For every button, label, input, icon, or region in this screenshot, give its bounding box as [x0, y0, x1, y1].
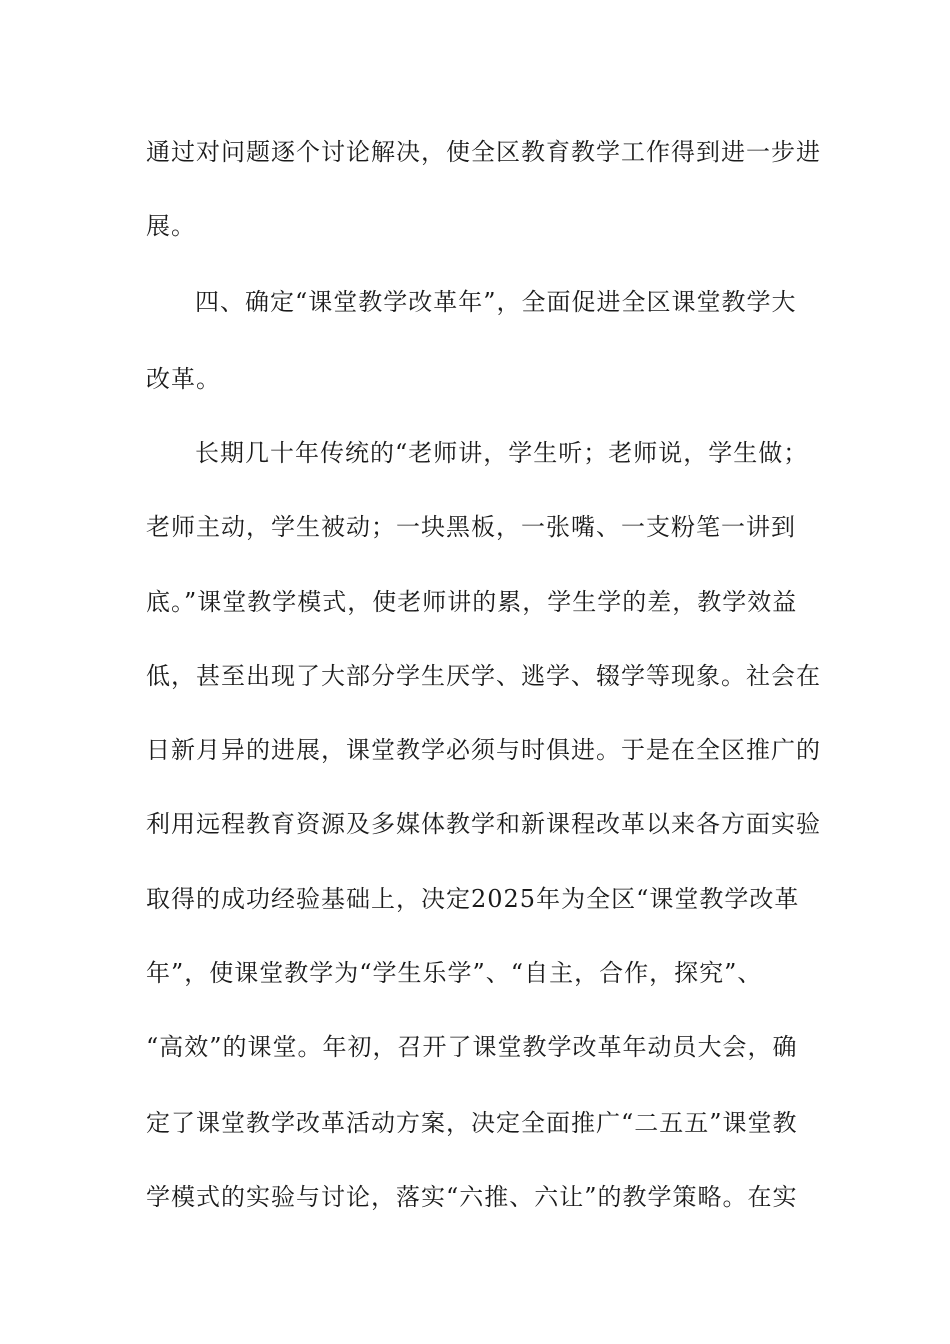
text-line: 低，甚至出现了大部分学生厌学、逃学、辍学等现象。社会在	[146, 662, 821, 690]
text-line: 展。	[146, 212, 196, 240]
text-line: 利用远程教育资源及多媒体教学和新课程改革以来各方面实验	[146, 810, 821, 838]
text-line: 底。”课堂教学模式，使老师讲的累，学生学的差，教学效益	[146, 588, 798, 616]
text-line: 定了课堂教学改革活动方案，决定全面推广“二五五”课堂教	[146, 1109, 798, 1137]
section-heading-continued: 改革。	[146, 365, 221, 393]
text-line: 学模式的实验与讨论，落实“六推、六让”的教学策略。在实	[146, 1183, 798, 1211]
paragraph-start: 长期几十年传统的“老师讲，学生听；老师说，学生做；	[195, 439, 809, 467]
section-heading: 四、确定“课堂教学改革年”，全面促进全区课堂教学大	[195, 288, 797, 316]
text-line: 取得的成功经验基础上，决定2025年为全区“课堂教学改革	[146, 885, 800, 913]
text-line: 日新月异的进展，课堂教学必须与时俱进。于是在全区推广的	[146, 736, 821, 764]
text-line: “高效”的课堂。年初，召开了课堂教学改革年动员大会，确	[146, 1033, 798, 1061]
text-line: 年”，使课堂教学为“学生乐学”、“自主，合作，探究”、	[146, 959, 763, 987]
text-line: 通过对问题逐个讨论解决，使全区教育教学工作得到进一步进	[146, 138, 821, 166]
text-line: 老师主动，学生被动；一块黑板，一张嘴、一支粉笔一讲到	[146, 513, 796, 541]
